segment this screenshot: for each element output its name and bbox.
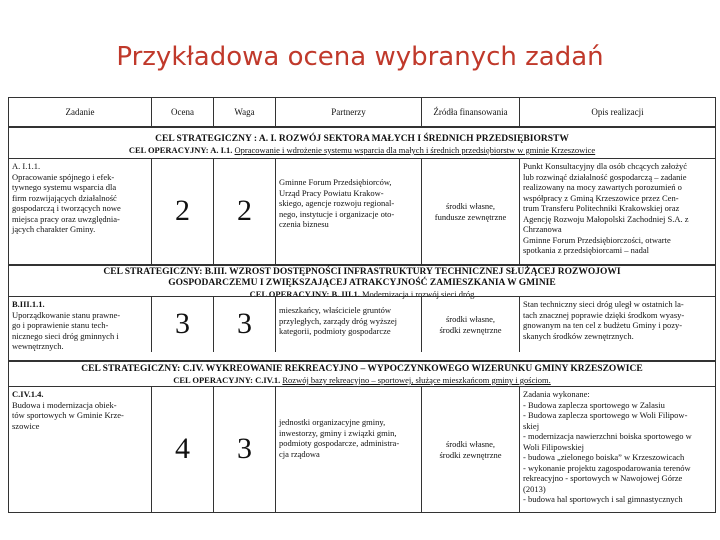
operational-goal-b: CEL OPERACYJNY: B. III.1. Modernizacja i rozwój sieci dróg [249,289,475,299]
score-cell: 4 [152,387,214,512]
strategic-goal-b-line1: CEL STRATEGICZNY: B.III. WZROST DOSTĘPNOŚCI INFRASTRUKTURY TECHNICZNEJ SŁUŻĄCEJ ROZWOJOWI [103,267,621,277]
operational-goal-c: CEL OPERACYJNY: C.IV.1. Rozwój bazy rekreacyjno – sportowej, służące mieszkańcom gminy i gościom. [173,375,551,385]
weight-cell: 3 [214,297,276,352]
partners-cell: Gminne Forum Przedsiębiorców, Urząd Pracy Powiatu Krakow- skiego, agencje rozwoju regional- nego, instytucje i organizacje oto- czenia biznesu [276,159,422,264]
col-header-weight: Waga [214,98,276,126]
task-row-b [9,296,715,352]
col-header-funding: Źródła finansowania [422,98,520,126]
col-header-task: Zadanie [9,98,152,126]
col-header-score: Ocena [152,98,214,126]
section-c-header [9,360,715,385]
score-cell: 3 [152,297,214,352]
description-cell: Zadania wykonane: - Budowa zaplecza sportowego w Zalasiu - Budowa zaplecza sportowego w Woli Filipow- skiej - modernizacja nawierzchni boiska sportowego w Woli Filipowskiej - budowa „zielonego boiska” w Krzeszowicach - wykonanie projektu zagospodarowania terenów rekreacyjno - sportowych w Nawojowej Górze (2013) - budowa hal sportowych i sal gimnastycznych [523,389,692,504]
funding-cell: środki własne, środki zewnętrzne [422,297,520,352]
description-cell: Punkt Konsultacyjny dla osób chcących założyć lub rozwinąć działalność gospodarczą – zadanie realizowany na mocy zawartych porozumień o współpracy z Gminą Krzeszowice przez Cen- trum Transferu Politechniki Krakowskiej oraz Agencję Rozwoju Małopolski Zachodniej S.A. z Chrzanowa Gminne Forum Przedsiębiorczości, otwarte spotkania z przedsiębiorcami – nadal [523,161,689,255]
task-row-c [9,386,715,512]
partners-cell: jednostki organizacyjne gminy, inwestorzy, gminy i związki gmin, podmioty gospodarcze, administra- cja rządowa [276,387,422,512]
col-header-partners: Partnerzy [276,98,422,126]
weight-cell: 3 [214,387,276,512]
task-row-a [9,158,715,264]
funding-cell: środki własne, fundusze zewnętrzne [422,159,520,264]
funding-cell: środki własne, środki zewnętrzne [422,387,520,512]
score-cell: 2 [152,159,214,264]
operational-goal-a: CEL OPERACYJNY: A. I.1. Opracowanie i wdrożenie systemu wsparcia dla małych i średnich przedsiębiorstw w gminie Krzeszowice [128,145,596,155]
evaluation-table [8,97,716,513]
section-a-header [9,134,715,155]
strategic-goal-a: CEL STRATEGICZNY : A. I. ROZWÓJ SEKTORA MAŁYCH I ŚREDNICH PRZEDSIĘBIORSTW [155,134,569,144]
col-header-description: Opis realizacji [591,107,644,117]
task-cell: C.IV.1.4. Budowa i modernizacja obiek- tów sportowych w Gminie Krze- szowice [9,387,152,512]
slide-title: Przykładowa ocena wybranych zadań [116,42,604,72]
table-header [9,98,715,128]
strategic-goal-c: CEL STRATEGICZNY: C.IV. WYKREOWANIE REKREACYJNO – WYPOCZYNKOWEGO WIZERUNKU GMINY KRZESZOWICE [81,364,643,374]
description-cell: Stan techniczny sieci dróg uległ w ostatnich la- tach znacznej poprawie dzięki środkom wyasy- gnowanym na ten cel z budżetu Gminy i pozy- skanych środków zewnętrznych. [523,299,685,341]
section-b-header [9,264,715,299]
strategic-goal-b-line2: GOSPODARCZEMU I ZWIĘKSZAJĄCEJ ATRAKCYJNOŚĆ ZAMIESZKANIA W GMINIE [168,278,556,288]
task-cell: A. I.1.1. Opracowanie spójnego i efek- tywnego systemu wsparcia dla firm rozwijających działalność gospodarczą i tworzących nowe miejsca pracy oraz uwzględnia- jących charakter Gminy. [9,159,152,264]
weight-cell: 2 [214,159,276,264]
partners-cell: mieszkańcy, właściciele gruntów przyległych, zarządy dróg wyższej kategorii, podmioty gospodarcze [276,297,422,352]
task-cell: B.III.1.1. Uporządkowanie stanu prawne- go i poprawienie stanu tech- nicznego sieci dróg gminnych i wewnętrznych. [9,297,152,352]
